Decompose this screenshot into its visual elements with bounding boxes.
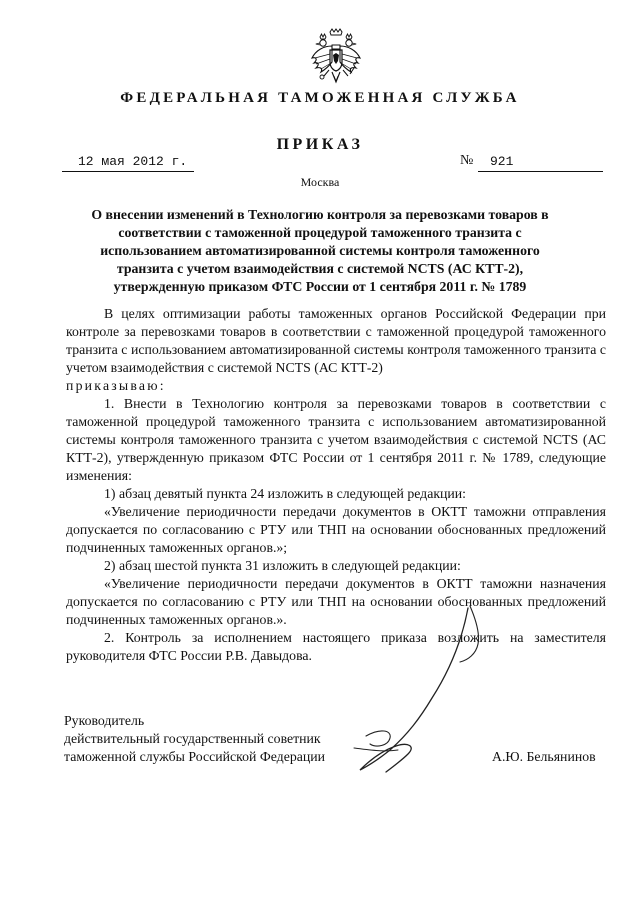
- signatory-name: А.Ю. Бельянинов: [492, 749, 596, 764]
- signatory-line: таможенной службы Российской Федерации: [64, 749, 325, 764]
- item-2-paragraph: 2. Контроль за исполнением настоящего приказа возложить на заместителя руководителя ФТС России Р.В. Давыдова.: [66, 630, 606, 663]
- quote-1-paragraph: «Увеличение периодичности передачи документов в ОКТТ таможни отправления допускается по согласованию с РТУ или ТНП на основании обоснованных предложений подчиненных таможенных органов.»;: [66, 504, 606, 555]
- document-heading: [66, 206, 574, 296]
- subitem-2-paragraph: 2) абзац шестой пункта 31 изложить в следующей редакции:: [104, 558, 461, 573]
- heading-line: О внесении изменений в Технологию контроля за перевозками товаров в: [91, 207, 549, 222]
- heading-line: утвержденную приказом ФТС России от 1 сентября 2011 г. № 1789: [113, 279, 527, 294]
- heading-line: транзита с учетом взаимодействия с системой NCTS (АС КТТ-2),: [116, 261, 524, 276]
- number-sign: №: [460, 153, 474, 168]
- item-1-paragraph: 1. Внести в Технологию контроля за перевозками товаров в соответствии с таможенной процедурой таможенного транзита с использованием автоматизированной системы контроля таможенного транзита с учетом взаимодействия с системой NCTS (АС КТТ-2), утвержденную приказом ФТС России от 1 сентября 2011 г. № 1789, следующие изменения:: [66, 396, 606, 483]
- russian-coat-of-arms-icon: [308, 28, 364, 88]
- quote-2-paragraph: «Увеличение периодичности передачи документов в ОКТТ таможни назначения допускается по согласованию с РТУ или ТНП на основании обоснованных предложений подчиненных таможенных органов.».: [66, 576, 606, 627]
- date-underline: [62, 171, 194, 172]
- handwritten-signature-icon: [350, 600, 510, 780]
- order-word: приказываю:: [66, 378, 166, 393]
- order-date: 12 мая 2012 г.: [78, 154, 188, 169]
- signatory-line: действительный государственный советник: [64, 731, 321, 746]
- signatory-position: [64, 712, 325, 766]
- agency-name: ФЕДЕРАЛЬНАЯ ТАМОЖЕННАЯ СЛУЖБА: [120, 90, 520, 106]
- heading-line: использованием автоматизированной системы контроля таможенного: [100, 243, 540, 258]
- document-type: ПРИКАЗ: [276, 136, 364, 153]
- document-body: [66, 305, 606, 665]
- signatory-line: Руководитель: [64, 713, 145, 728]
- subitem-1-paragraph: 1) абзац девятый пункта 24 изложить в следующей редакции:: [104, 486, 466, 501]
- city: Москва: [300, 175, 340, 189]
- preamble-paragraph: В целях оптимизации работы таможенных органов Российской Федерации при контроле за перевозками товаров в соответствии с таможенной процедурой таможенного транзита с использованием автоматизированной системы контроля таможенного транзита с учетом взаимодействия с системой NCTS (АС КТТ-2): [66, 306, 606, 375]
- order-number: 921: [490, 154, 514, 169]
- heading-line: соответствии с таможенной процедурой таможенного транзита с: [118, 225, 522, 240]
- number-underline: [478, 171, 603, 172]
